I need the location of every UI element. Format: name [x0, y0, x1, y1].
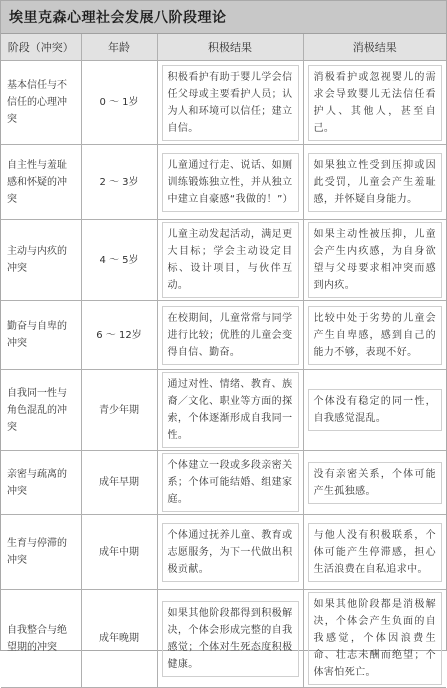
age-cell: 2 ～ 3岁: [81, 145, 157, 220]
positive-outcome: 积极看护有助于婴儿学会信任父母或主要看护人员；认为人和环境可以信任；建立自信。: [162, 65, 299, 141]
header-stage: 阶段（冲突）: [1, 34, 81, 61]
stage-cell: 基本信任与不信任的心理冲突: [1, 61, 81, 145]
negative-outcome: 与他人没有积极联系，个体可能产生停滞感，担心生活浪费在自私追求中。: [308, 523, 443, 582]
title-bar: [1, 1, 446, 34]
table-row: [1, 61, 446, 145]
table-header-row: [1, 34, 446, 61]
table-row: [1, 145, 446, 220]
positive-outcome: 个体通过抚养儿童、教育或志愿服务，为下一代做出积极贡献。: [162, 523, 299, 582]
age-cell: 成年晚期: [81, 590, 157, 688]
positive-outcome: 个体建立一段或多段亲密关系；个体可能结婚、组建家庭。: [162, 453, 299, 512]
stage-cell: 勤奋与自卑的冲突: [1, 301, 81, 370]
table-row: [1, 220, 446, 301]
stage-cell: 自我整合与绝望期的冲突: [1, 590, 81, 688]
table-row: [1, 451, 446, 515]
table-row: [1, 370, 446, 451]
header-positive: 积极结果: [157, 34, 303, 61]
stage-cell: 生育与停滞的冲突: [1, 515, 81, 590]
table-row: [1, 515, 446, 590]
header-age: 年龄: [81, 34, 157, 61]
positive-outcome: 在校期间，儿童常常与同学进行比较；优胜的儿童会变得自信、勤奋。: [162, 306, 299, 365]
negative-outcome: 比较中处于劣势的儿童会产生自卑感，感到自己的能力不够，表现不好。: [308, 306, 443, 365]
negative-outcome: 如果其他阶段都是消极解决，个体会产生负面的自我感觉，个体因浪费生命、壮志未酬而绝望；个体害怕死亡。: [308, 592, 443, 685]
positive-outcome: 儿童主动发起活动，满足更大目标；学会主动设定目标、设计项目，与伙伴互动。: [162, 222, 299, 298]
age-cell: 0 ～ 1岁: [81, 61, 157, 145]
positive-outcome: 如果其他阶段都得到积极解决，个体会形成完整的自我感觉；个体对生死态度积极健康。: [162, 601, 299, 677]
header-negative: 消极结果: [303, 34, 446, 61]
negative-outcome: 个体没有稳定的同一性，自我感觉混乱。: [308, 389, 443, 431]
negative-outcome: 如果主动性被压抑，儿童会产生内疚感，为自身欲望与父母要求相冲突而感到内疚。: [308, 222, 443, 298]
positive-outcome: 儿童通过行走、说话、如厕训练锻炼独立性，并从独立中建立自豪感“我做的！”）: [162, 153, 299, 212]
age-cell: 青少年期: [81, 370, 157, 451]
negative-outcome: 如果独立性受到压抑或因此受罚，儿童会产生羞耻感，并怀疑自身能力。: [308, 153, 443, 212]
stage-cell: 主动与内疚的冲突: [1, 220, 81, 301]
age-cell: 成年中期: [81, 515, 157, 590]
age-cell: 4 ～ 5岁: [81, 220, 157, 301]
age-cell: 6 ～ 12岁: [81, 301, 157, 370]
negative-outcome: 消极看护或忽视婴儿的需求会导致婴儿无法信任看护人、其他人，甚至自己。: [308, 65, 443, 141]
page-title: 埃里克森心理社会发展八阶段理论: [9, 10, 227, 26]
positive-outcome: 通过对性、情绪、教育、族裔／文化、职业等方面的探索，个体逐渐形成自我同一性。: [162, 372, 299, 448]
stages-table: [1, 34, 446, 688]
stage-cell: 自我同一性与角色混乱的冲突: [1, 370, 81, 451]
table-row: [1, 301, 446, 370]
negative-outcome: 没有亲密关系，个体可能产生孤独感。: [308, 462, 443, 504]
age-cell: 成年早期: [81, 451, 157, 515]
stage-cell: 自主性与羞耻感和怀疑的冲突: [1, 145, 81, 220]
table-row: [1, 590, 446, 688]
stage-cell: 亲密与疏离的冲突: [1, 451, 81, 515]
